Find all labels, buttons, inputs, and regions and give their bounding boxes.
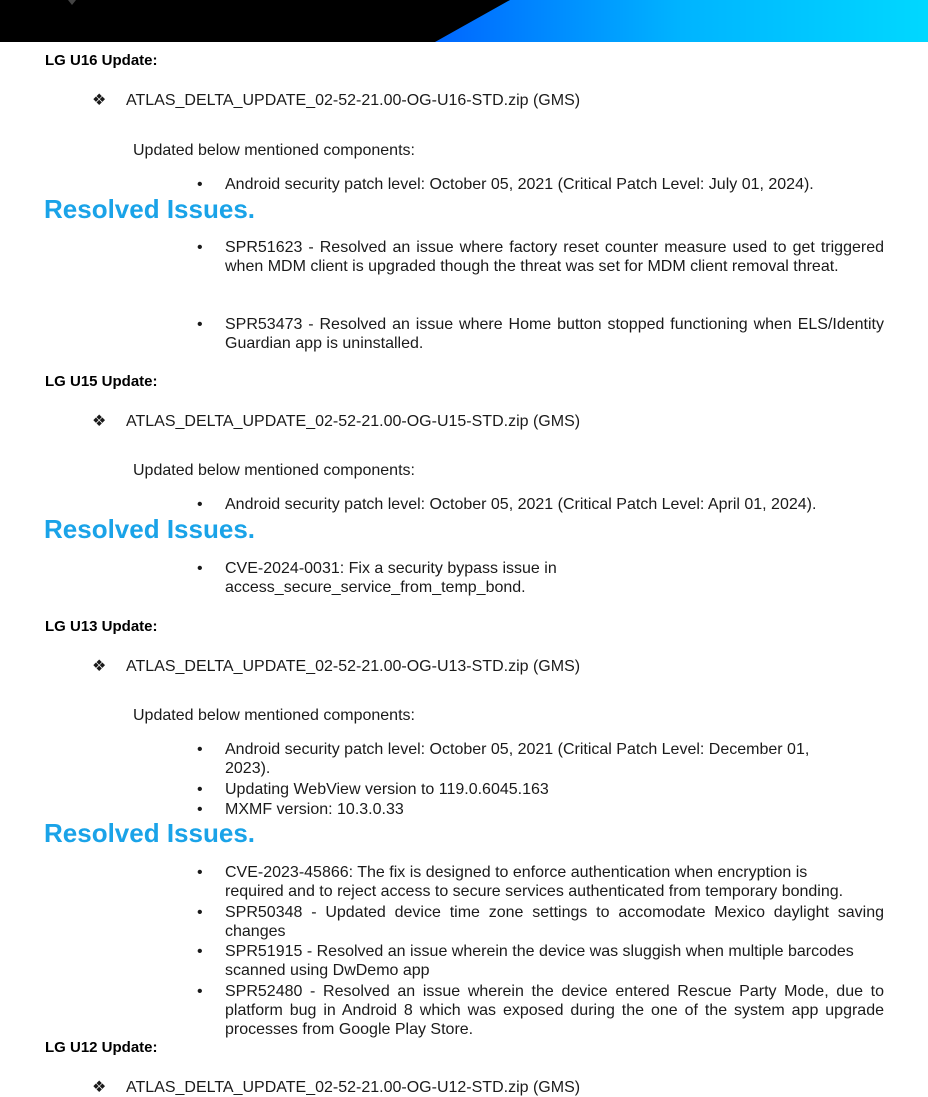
diamond-bullet-icon: ❖ <box>92 658 107 675</box>
package-item-u16 <box>92 90 580 110</box>
package-name: ATLAS_DELTA_UPDATE_02-52-21.00-OG-U16-STD.zip (GMS) <box>126 92 581 109</box>
header-banner <box>0 0 928 42</box>
bullet-icon: • <box>197 741 203 758</box>
diamond-bullet-icon: ❖ <box>92 1079 107 1096</box>
bullet-icon: • <box>197 983 203 1000</box>
component-item: • MXMF version: 10.3.0.33 <box>197 801 404 818</box>
bullet-icon: • <box>197 239 203 256</box>
resolved-issues-heading-u16: Resolved Issues. <box>44 194 255 224</box>
component-item: • Updating WebView version to 119.0.6045.163 <box>197 781 549 798</box>
package-name: ATLAS_DELTA_UPDATE_02-52-21.00-OG-U12-STD.zip (GMS) <box>126 1079 581 1096</box>
component-item: • Android security patch level: October 05, 2021 (Critical Patch Level: December 01, 2023). <box>197 741 810 777</box>
section-title-u13: LG U13 Update: <box>45 618 158 635</box>
component-item: • Android security patch level: October 05, 2021 (Critical Patch Level: April 01, 2024). <box>197 496 817 513</box>
package-name: ATLAS_DELTA_UPDATE_02-52-21.00-OG-U15-STD.zip (GMS) <box>126 413 581 430</box>
issue-item: • SPR53473 - Resolved an issue where Home button stopped functioning when ELS/Identity Guardian app is uninstalled. <box>197 316 884 352</box>
package-item-u12 <box>92 1077 580 1097</box>
bullet-icon: • <box>197 864 203 881</box>
issue-item: • SPR50348 - Updated device time zone settings to accomodate Mexico daylight saving changes <box>197 904 884 940</box>
package-name: ATLAS_DELTA_UPDATE_02-52-21.00-OG-U13-STD.zip (GMS) <box>126 658 581 675</box>
issue-item: • CVE-2023-45866: The fix is designed to enforce authentication when encryption is required and to reject access to secure services authenticated from temporary bonding. <box>197 864 844 900</box>
resolved-issues-heading-u15: Resolved Issues. <box>44 514 255 544</box>
bullet-icon: • <box>197 943 203 960</box>
resolved-issues-heading-u13: Resolved Issues. <box>44 818 255 848</box>
diamond-bullet-icon: ❖ <box>92 413 107 430</box>
bullet-icon: • <box>197 801 203 818</box>
issue-item: • CVE-2024-0031: Fix a security bypass issue in access_secure_service_from_temp_bond. <box>197 560 557 596</box>
component-item: • Android security patch level: October 05, 2021 (Critical Patch Level: July 01, 2024). <box>197 176 814 193</box>
diamond-bullet-icon: ❖ <box>92 92 107 109</box>
package-item-u15 <box>92 411 580 431</box>
issue-item: • SPR52480 - Resolved an issue wherein the device entered Rescue Party Mode, due to platform bug in Android 8 which was exposed during the one of the system app upgrade processes from Google Play Store. <box>197 983 884 1038</box>
bullet-icon: • <box>197 176 203 193</box>
components-intro-u13: Updated below mentioned components: <box>133 707 415 724</box>
package-item-u13 <box>92 656 580 676</box>
issue-item: • SPR51623 - Resolved an issue where factory reset counter measure used to get triggered when MDM client is upgraded though the threat was set for MDM client removal threat. <box>197 239 884 275</box>
components-intro-u16: Updated below mentioned components: <box>133 142 415 159</box>
section-title-u16: LG U16 Update: <box>45 52 158 69</box>
bullet-icon: • <box>197 560 203 577</box>
issue-item: • SPR51915 - Resolved an issue wherein the device was sluggish when multiple barcodes scanned using DwDemo app <box>197 943 854 979</box>
bullet-icon: • <box>197 496 203 513</box>
section-title-u12: LG U12 Update: <box>45 1039 158 1056</box>
bullet-icon: • <box>197 904 203 921</box>
section-title-u15: LG U15 Update: <box>45 373 158 390</box>
bullet-icon: • <box>197 781 203 798</box>
bullet-icon: • <box>197 316 203 333</box>
components-intro-u15: Updated below mentioned components: <box>133 462 415 479</box>
